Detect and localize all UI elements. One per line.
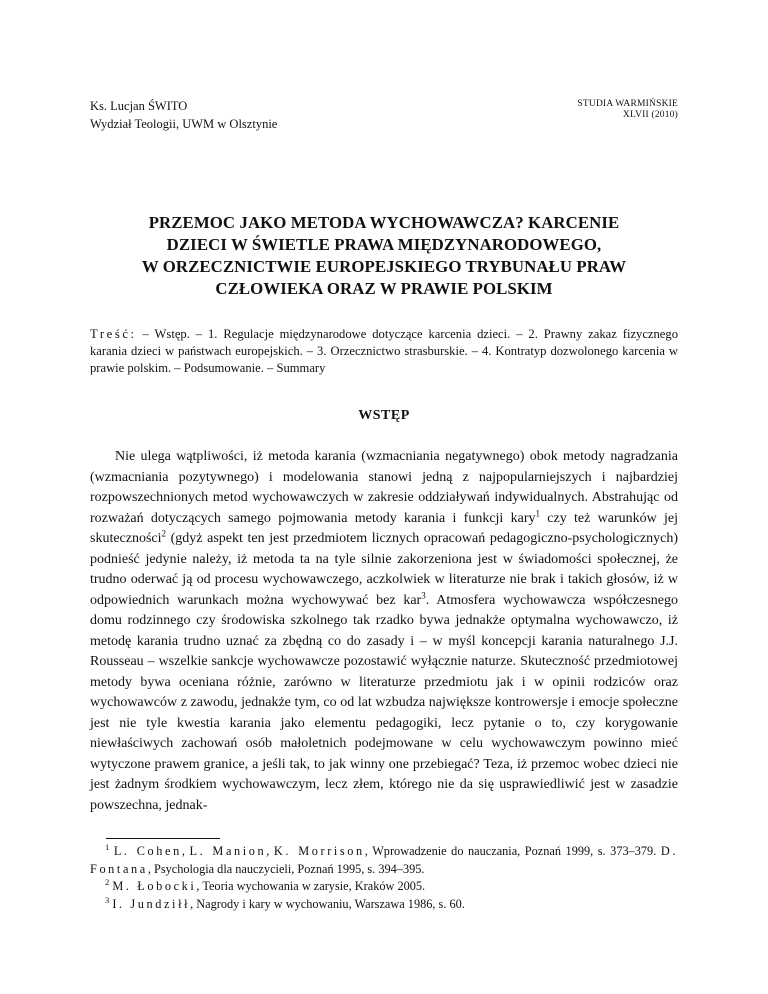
footnote-text: , Wprowadzenie do nauczania, Poznań 1999, s. 373–379.	[364, 844, 661, 858]
footnote-ref: 3	[421, 589, 426, 600]
footnote-number: 3	[105, 894, 110, 905]
body-text-part: czy też warunków jej skuteczności	[90, 510, 678, 546]
journal-name: STUDIA WARMIŃSKIE	[577, 99, 678, 109]
footnote-author: I. Jundziłł	[112, 896, 191, 911]
footnote	[90, 896, 678, 914]
body-text-part: Nie ulega wątpliwości, iż metoda karania (wzmacniania negatywnego) obok metody nagradzania (wzmacniania pozytywnego) i modelowania stanowi jedną z najpopularniejszych i najbardziej rozpowszechnionych metod wychowawczych w zakresie oddziaływań indywidualnych. Abstrahując od rozważań dotyczących samego pojmowania metody karania i funkcji kary	[90, 449, 678, 526]
journal-volume: XLVII (2010)	[622, 110, 678, 120]
footnote-text: , Psychologia dla nauczycieli, Poznań 1995, s. 394–395.	[147, 861, 425, 876]
footnote-author: L. Cohen	[113, 844, 182, 858]
footnote-text: , Nagrody i kary w wychowaniu, Warszawa 1986, s. 60.	[190, 896, 465, 911]
toc-label: Treść:	[90, 327, 137, 341]
footnote	[90, 878, 678, 896]
author-name: Ks. Lucjan ŚWITO	[90, 99, 188, 113]
body-paragraph	[90, 447, 678, 816]
footnote-ref: 1	[535, 507, 540, 518]
section-title: WSTĘP	[358, 408, 410, 423]
article-author-block	[90, 97, 277, 133]
footnote-text: , Teoria wychowania w zarysie, Kraków 2005.	[196, 879, 426, 893]
footnote-divider	[106, 838, 220, 839]
author-affiliation: Wydział Teologii, UWM w Olsztynie	[90, 117, 278, 131]
article-title	[90, 212, 678, 300]
footnote-separator: ,	[266, 844, 274, 858]
footnote-number: 1	[105, 841, 110, 852]
table-of-contents	[90, 326, 678, 377]
footnotes	[90, 843, 678, 913]
body-text-part: (gdyż aspekt ten jest przedmiotem licznych opracowań pedagogiczno-psychologicznych) podnieść jedynie należy, iż metoda ta na tyle silnie zakorzeniona jest w świadomości społecznej, że trudno oderwać ją od procesu wychowawczego, aczkolwiek w literaturze nie brak i takich głosów, iż w odpowiednich warunkach można wychowywać bez kar	[90, 531, 678, 608]
journal-block	[577, 99, 678, 121]
body-text-part: . Atmosfera wychowawcza współczesnego domu rodzinnego czy środowiska szkolnego tak rzadko bywa jednakże optymalna wychowawczo, iż metodę karania trudno uznać za zbędną co do zasady i – w myśl koncepcji karania naturalnego J.J. Rousseau – wszelkie sankcje wychowawcze pozostawić wyłącznie naturze. Skuteczność przedmiotowej metody bywa oceniana różnie, zarówno w literaturze przedmiotu jak i w opinii rodziców oraz wychowawców z zawodu, jednakże tym, co od lat wzbudza największe kontrowersje i emocje społeczne jest nie tyle kwestia karania jako elementu pedagogiki, lecz pytanie o to, czy korygowanie niewłaściwych zachowań osób małoletnich podejmowane w celu wychowawczym powinno mieć wytyczone prawem granice, a jeśli tak, to jak winny one przebiegać? Teza, iż przemoc wobec dzieci nie jest żadnym środkiem wychowawczym, lecz złem, którego nie da się usprawiedliwić jest w zasadzie powszechna, jednak-	[90, 592, 678, 813]
footnote-author: L. Manion	[189, 844, 267, 858]
footnote-number: 2	[105, 876, 110, 887]
footnote-author: M. Łobocki	[112, 879, 197, 893]
footnote	[90, 843, 678, 878]
toc-text: – Wstęp. – 1. Regulacje międzynarodowe dotyczące karcenia dzieci. – 2. Prawny zakaz fizycznego karania dzieci w państwach europejskich. – 3. Orzecznictwo strasburskie. – 4. Kontratyp dozwolonego karcenia w prawie polskim. – Podsumowanie. – Summary	[90, 327, 678, 375]
footnote-author: K. Morrison	[273, 844, 365, 858]
title-line-3: W ORZECZNICTWIE EUROPEJSKIEGO TRYBUNAŁU PRAW	[141, 257, 627, 276]
footnote-separator: ,	[181, 844, 190, 858]
footnote-author: D. Fontana	[90, 844, 678, 876]
footnote-ref: 2	[161, 528, 167, 539]
title-line-4: CZŁOWIEKA ORAZ W PRAWIE POLSKIM	[215, 279, 553, 298]
title-line-1: PRZEMOC JAKO METODA WYCHOWAWCZA? KARCENIE	[148, 213, 620, 232]
title-line-2: DZIECI W ŚWIETLE PRAWA MIĘDZYNARODOWEGO,	[166, 235, 602, 254]
